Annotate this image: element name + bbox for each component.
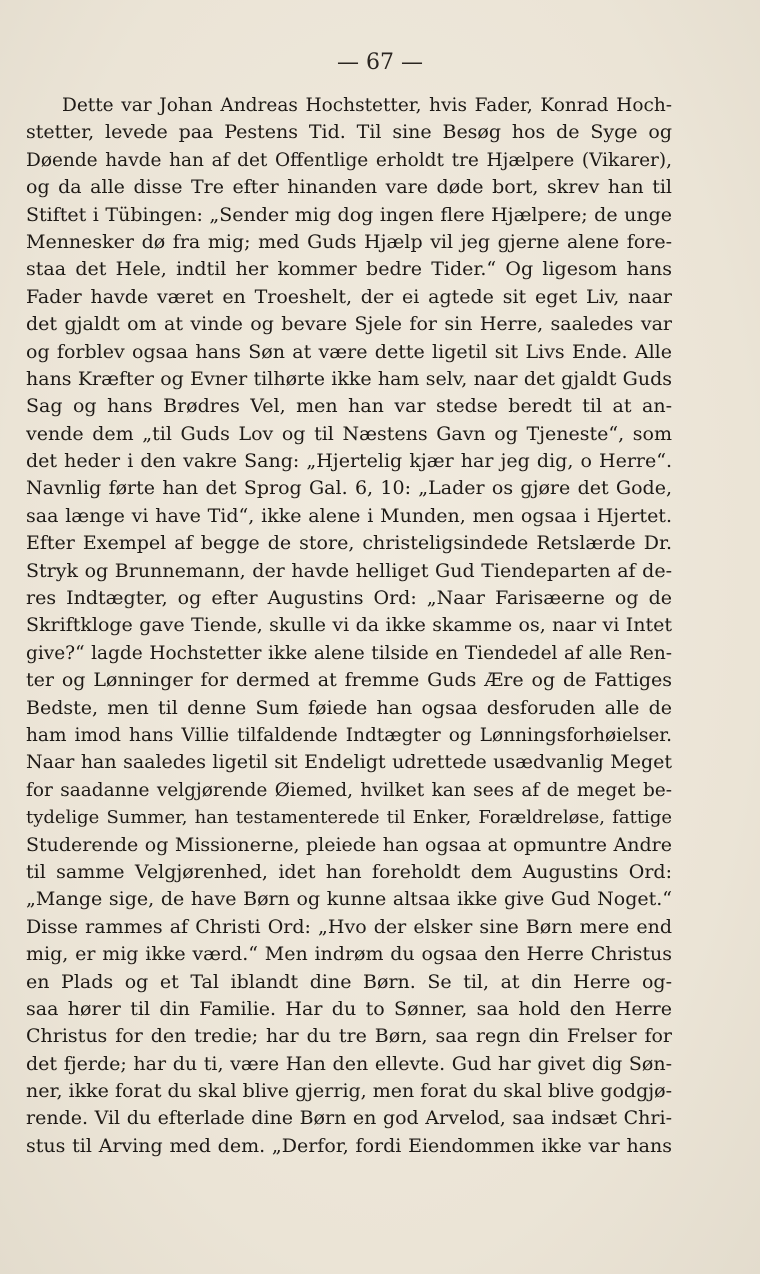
- text-line: og forblev ogsaa hans Søn at være dette ligetil sit Livs Ende. Alle: [26, 340, 672, 363]
- text-line: til samme Velgjørenhed, idet han foreholdt dem Augustins Ord:: [26, 860, 672, 883]
- text-line: en Plads og et Tal iblandt dine Børn. Se til, at din Herre og-: [26, 970, 672, 993]
- text-line: Fader havde været en Troeshelt, der ei agtede sit eget Liv, naar: [26, 285, 672, 308]
- text-line: for saadanne velgjørende Øiemed, hvilket kan sees af de meget be-: [26, 779, 672, 801]
- text-line: og da alle disse Tre efter hinanden vare døde bort, skrev han til: [26, 176, 672, 199]
- text-line: saa længe vi have Tid“, ikke alene i Munden, men ogsaa i Hjertet.: [26, 504, 672, 527]
- text-line: Navnlig førte han det Sprog Gal. 6, 10: „Lader os gjøre det Gode,: [26, 477, 672, 500]
- text-line: Christus for den tredie; har du tre Børn, saa regn din Frelser for: [26, 1025, 672, 1048]
- text-line: ner, ikke forat du skal blive gjerrig, men forat du skal blive godgjø-: [26, 1080, 672, 1103]
- text-line: Mennesker dø fra mig; med Guds Hjælp vil jeg gjerne alene fore-: [26, 230, 672, 253]
- text-line: „Mange sige, de have Børn og kunne altsaa ikke give Gud Noget.“: [26, 888, 672, 911]
- text-line: Dette var Johan Andreas Hochstetter, hvis Fader, Konrad Hoch-: [62, 95, 672, 116]
- text-line: Naar han saaledes ligetil sit Endeligt udrettede usædvanlig Meget: [26, 751, 672, 774]
- text-line: det gjaldt om at vinde og bevare Sjele for sin Herre, saaledes var: [26, 313, 672, 336]
- text-line: give?“ lagde Hochstetter ikke alene tilside en Tiendedel af alle Ren-: [26, 642, 672, 664]
- text-line: Sag og hans Brødres Vel, men han var stedse beredt til at an-: [26, 395, 672, 418]
- text-line: hans Kræfter og Evner tilhørte ikke ham selv, naar det gjaldt Guds: [26, 367, 672, 390]
- body-text: [26, 92, 672, 1160]
- text-line: Studerende og Missionerne, pleiede han ogsaa at opmuntre Andre: [26, 833, 672, 856]
- text-line: Stryk og Brunnemann, der havde helliget Gud Tiendeparten af de-: [26, 559, 672, 582]
- text-line: ter og Lønninger for dermed at fremme Guds Ære og de Fattiges: [26, 669, 672, 692]
- page-number: — 67 —: [337, 50, 423, 75]
- text-line: stus til Arving med dem. „Derfor, fordi Eiendommen ikke var hans: [26, 1134, 672, 1157]
- text-line: ham imod hans Villie tilfaldende Indtægter og Lønningsforhøielser.: [26, 724, 672, 746]
- text-line: Skriftkloge gave Tiende, skulle vi da ikke skamme os, naar vi Intet: [26, 614, 672, 637]
- text-line: Efter Exempel af begge de store, christeligsindede Retslærde Dr.: [26, 532, 672, 555]
- text-line: stetter, levede paa Pestens Tid. Til sine Besøg hos de Syge og: [26, 121, 672, 144]
- text-line: vende dem „til Guds Lov og til Næstens Gavn og Tjeneste“, som: [26, 422, 672, 445]
- text-line: mig, er mig ikke værd.“ Men indrøm du ogsaa den Herre Christus: [26, 943, 672, 966]
- text-line: det heder i den vakre Sang: „Hjertelig kjær har jeg dig, o Herre“.: [26, 450, 672, 473]
- text-line: Stiftet i Tübingen: „Sender mig dog ingen flere Hjælpere; de unge: [26, 203, 672, 226]
- text-line: det fjerde; har du ti, være Han den ellevte. Gud har givet dig Søn-: [26, 1052, 672, 1075]
- text-line: staa det Hele, indtil her kommer bedre Tider.“ Og ligesom hans: [26, 258, 672, 281]
- text-line: res Indtægter, og efter Augustins Ord: „Naar Farisæerne og de: [26, 587, 672, 610]
- text-line: Døende havde han af det Offentlige erholdt tre Hjælpere (Vikarer),: [26, 149, 672, 171]
- text-line: Bedste, men til denne Sum føiede han ogsaa desforuden alle de: [26, 696, 672, 719]
- text-line: saa hører til din Familie. Har du to Sønner, saa hold den Herre: [26, 997, 672, 1020]
- text-line: rende. Vil du efterlade dine Børn en god Arvelod, saa indsæt Chri-: [26, 1107, 672, 1130]
- text-line: Disse rammes af Christi Ord: „Hvo der elsker sine Børn mere end: [26, 915, 672, 938]
- text-line: tydelige Summer, han testamenterede til Enker, Forældreløse, fattige: [26, 807, 672, 829]
